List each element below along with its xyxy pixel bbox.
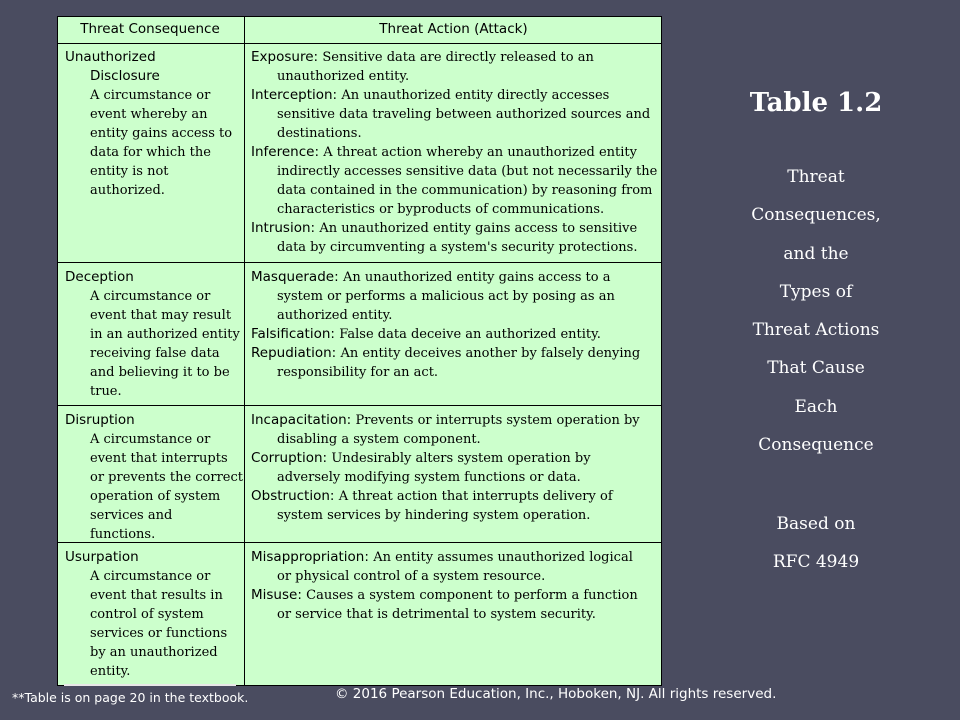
threat-action xyxy=(251,411,659,449)
action-text: unauthorized entity. xyxy=(277,69,410,84)
threat-table xyxy=(57,16,662,686)
consequence-name: Disclosure xyxy=(90,68,160,84)
action-text: authorized entity. xyxy=(277,308,393,323)
consequence-description: in an authorized entity xyxy=(90,327,240,342)
consequence-description: event whereby an xyxy=(90,107,208,122)
consequence-description: event that interrupts xyxy=(90,451,228,466)
threat-action xyxy=(251,48,659,86)
action-text: Causes a system component to perform a function xyxy=(306,588,638,603)
action-text: sensitive data traveling between authorized sources and xyxy=(277,107,651,122)
consequence-description: event that results in xyxy=(90,588,223,603)
action-text: characteristics or byproducts of communications. xyxy=(277,202,605,217)
consequence-description: receiving false data xyxy=(90,346,220,361)
consequence-name: Disruption xyxy=(65,412,135,428)
action-label: Corruption: xyxy=(251,450,332,466)
action-label: Falsification: xyxy=(251,326,340,342)
action-text: adversely modifying system functions or data. xyxy=(277,470,581,485)
action-text: A threat action whereby an unauthorized entity xyxy=(323,145,637,160)
action-text: data contained in the communication) by reasoning from xyxy=(277,183,653,198)
textbook-page-note: **Table is on page 20 in the textbook. xyxy=(12,690,249,705)
action-text: Undesirably alters system operation by xyxy=(331,451,591,466)
action-text: An entity deceives another by falsely denying xyxy=(340,346,641,361)
action-label: Interception: xyxy=(251,87,342,103)
header-threat-action: Threat Action (Attack) xyxy=(379,21,528,37)
action-text: Sensitive data are directly released to an xyxy=(322,50,594,65)
threat-action xyxy=(251,548,659,586)
actions-cell xyxy=(251,411,659,525)
threat-action xyxy=(251,219,659,257)
consequence-description: functions. xyxy=(90,527,156,542)
table-row xyxy=(58,543,661,687)
consequence-description: A circumstance or xyxy=(90,432,211,447)
subtitle-line: Types of xyxy=(779,281,853,302)
threat-action xyxy=(251,86,659,143)
based-on-line: Based on xyxy=(776,514,856,534)
consequence-description: by an unauthorized xyxy=(90,645,218,660)
table-row xyxy=(58,406,661,543)
action-label: Exposure: xyxy=(251,49,323,65)
action-text: disabling a system component. xyxy=(277,432,481,447)
based-on-note xyxy=(700,505,932,581)
action-text: or service that is detrimental to system security. xyxy=(277,607,596,622)
table-header xyxy=(58,17,661,44)
subtitle-line: and the xyxy=(783,243,849,264)
consequence-description: A circumstance or xyxy=(90,88,211,103)
action-text: An unauthorized entity directly accesses xyxy=(341,88,610,103)
action-label: Incapacitation: xyxy=(251,412,356,428)
action-label: Inference: xyxy=(251,144,324,160)
consequence-description: event that may result xyxy=(90,308,232,323)
consequence-description: A circumstance or xyxy=(90,289,211,304)
consequence-description: entity is not xyxy=(90,164,169,179)
action-text: A threat action that interrupts delivery of xyxy=(338,489,613,504)
action-text: An entity assumes unauthorized logical xyxy=(373,550,633,565)
actions-cell xyxy=(251,268,659,382)
decorative-strip xyxy=(64,684,236,686)
action-text: data by circumventing a system's security protections. xyxy=(277,240,638,255)
subtitle-line: Threat xyxy=(787,167,845,187)
action-text: or physical control of a system resource. xyxy=(277,569,546,584)
actions-cell xyxy=(251,548,659,624)
threat-action xyxy=(251,344,659,382)
action-label: Repudiation: xyxy=(251,345,341,361)
subtitle-line: Threat Actions xyxy=(752,320,880,341)
consequence-cell xyxy=(65,411,243,544)
based-on-line: RFC 4949 xyxy=(772,552,860,572)
action-text: destinations. xyxy=(277,126,362,141)
subtitle-line: Consequence xyxy=(758,435,874,456)
consequence-description: and believing it to be xyxy=(90,365,230,380)
consequence-description: control of system xyxy=(90,607,204,622)
subtitle-line: That Cause xyxy=(767,358,865,379)
consequence-description: operation of system xyxy=(90,489,221,504)
consequence-name: Usurpation xyxy=(65,549,139,565)
consequence-description: entity. xyxy=(90,664,131,679)
action-label: Misuse: xyxy=(251,587,307,603)
action-text: Prevents or interrupts system operation by xyxy=(355,413,640,428)
table-row xyxy=(58,263,661,406)
threat-action xyxy=(251,586,659,624)
consequence-name: Deception xyxy=(65,269,134,285)
action-text: indirectly accesses sensitive data (but not necessarily the xyxy=(277,164,658,179)
action-text: An unauthorized entity gains access to a xyxy=(342,270,611,285)
threat-action xyxy=(251,268,659,325)
consequence-description: services or functions xyxy=(90,626,228,641)
consequence-description: true. xyxy=(90,384,122,399)
consequence-cell xyxy=(65,48,243,200)
table-row xyxy=(58,43,661,263)
threat-action xyxy=(251,143,659,219)
subtitle-line: Consequences, xyxy=(751,205,881,226)
consequence-description: authorized. xyxy=(90,183,165,198)
consequence-description: or prevents the correct xyxy=(90,470,243,485)
consequence-description: entity gains access to xyxy=(90,126,233,141)
action-text: An unauthorized entity gains access to sensitive xyxy=(319,221,638,236)
consequence-description: A circumstance or xyxy=(90,569,211,584)
action-text: system or performs a malicious act by posing as an xyxy=(277,289,615,304)
action-label: Misappropriation: xyxy=(251,549,374,565)
action-text: False data deceive an authorized entity. xyxy=(339,327,601,342)
header-threat-consequence: Threat Consequence xyxy=(80,21,220,37)
consequence-description: services and xyxy=(90,508,173,523)
action-label: Intrusion: xyxy=(251,220,320,236)
actions-cell xyxy=(251,48,659,257)
subtitle-line: Each xyxy=(794,396,838,417)
consequence-name: Unauthorized xyxy=(65,49,156,65)
slide-title: Table 1.2 xyxy=(749,88,883,118)
consequence-cell xyxy=(65,548,243,681)
threat-action xyxy=(251,449,659,487)
action-label: Masquerade: xyxy=(251,269,343,285)
consequence-cell xyxy=(65,268,243,401)
action-text: responsibility for an act. xyxy=(277,365,439,380)
slide-subtitle xyxy=(700,158,932,464)
threat-action xyxy=(251,325,659,344)
consequence-description: data for which the xyxy=(90,145,211,160)
copyright-notice: © 2016 Pearson Education, Inc., Hoboken, NJ. All rights reserved. xyxy=(335,686,777,702)
threat-action xyxy=(251,487,659,525)
action-text: system services by hindering system operation. xyxy=(277,508,591,523)
action-label: Obstruction: xyxy=(251,488,339,504)
